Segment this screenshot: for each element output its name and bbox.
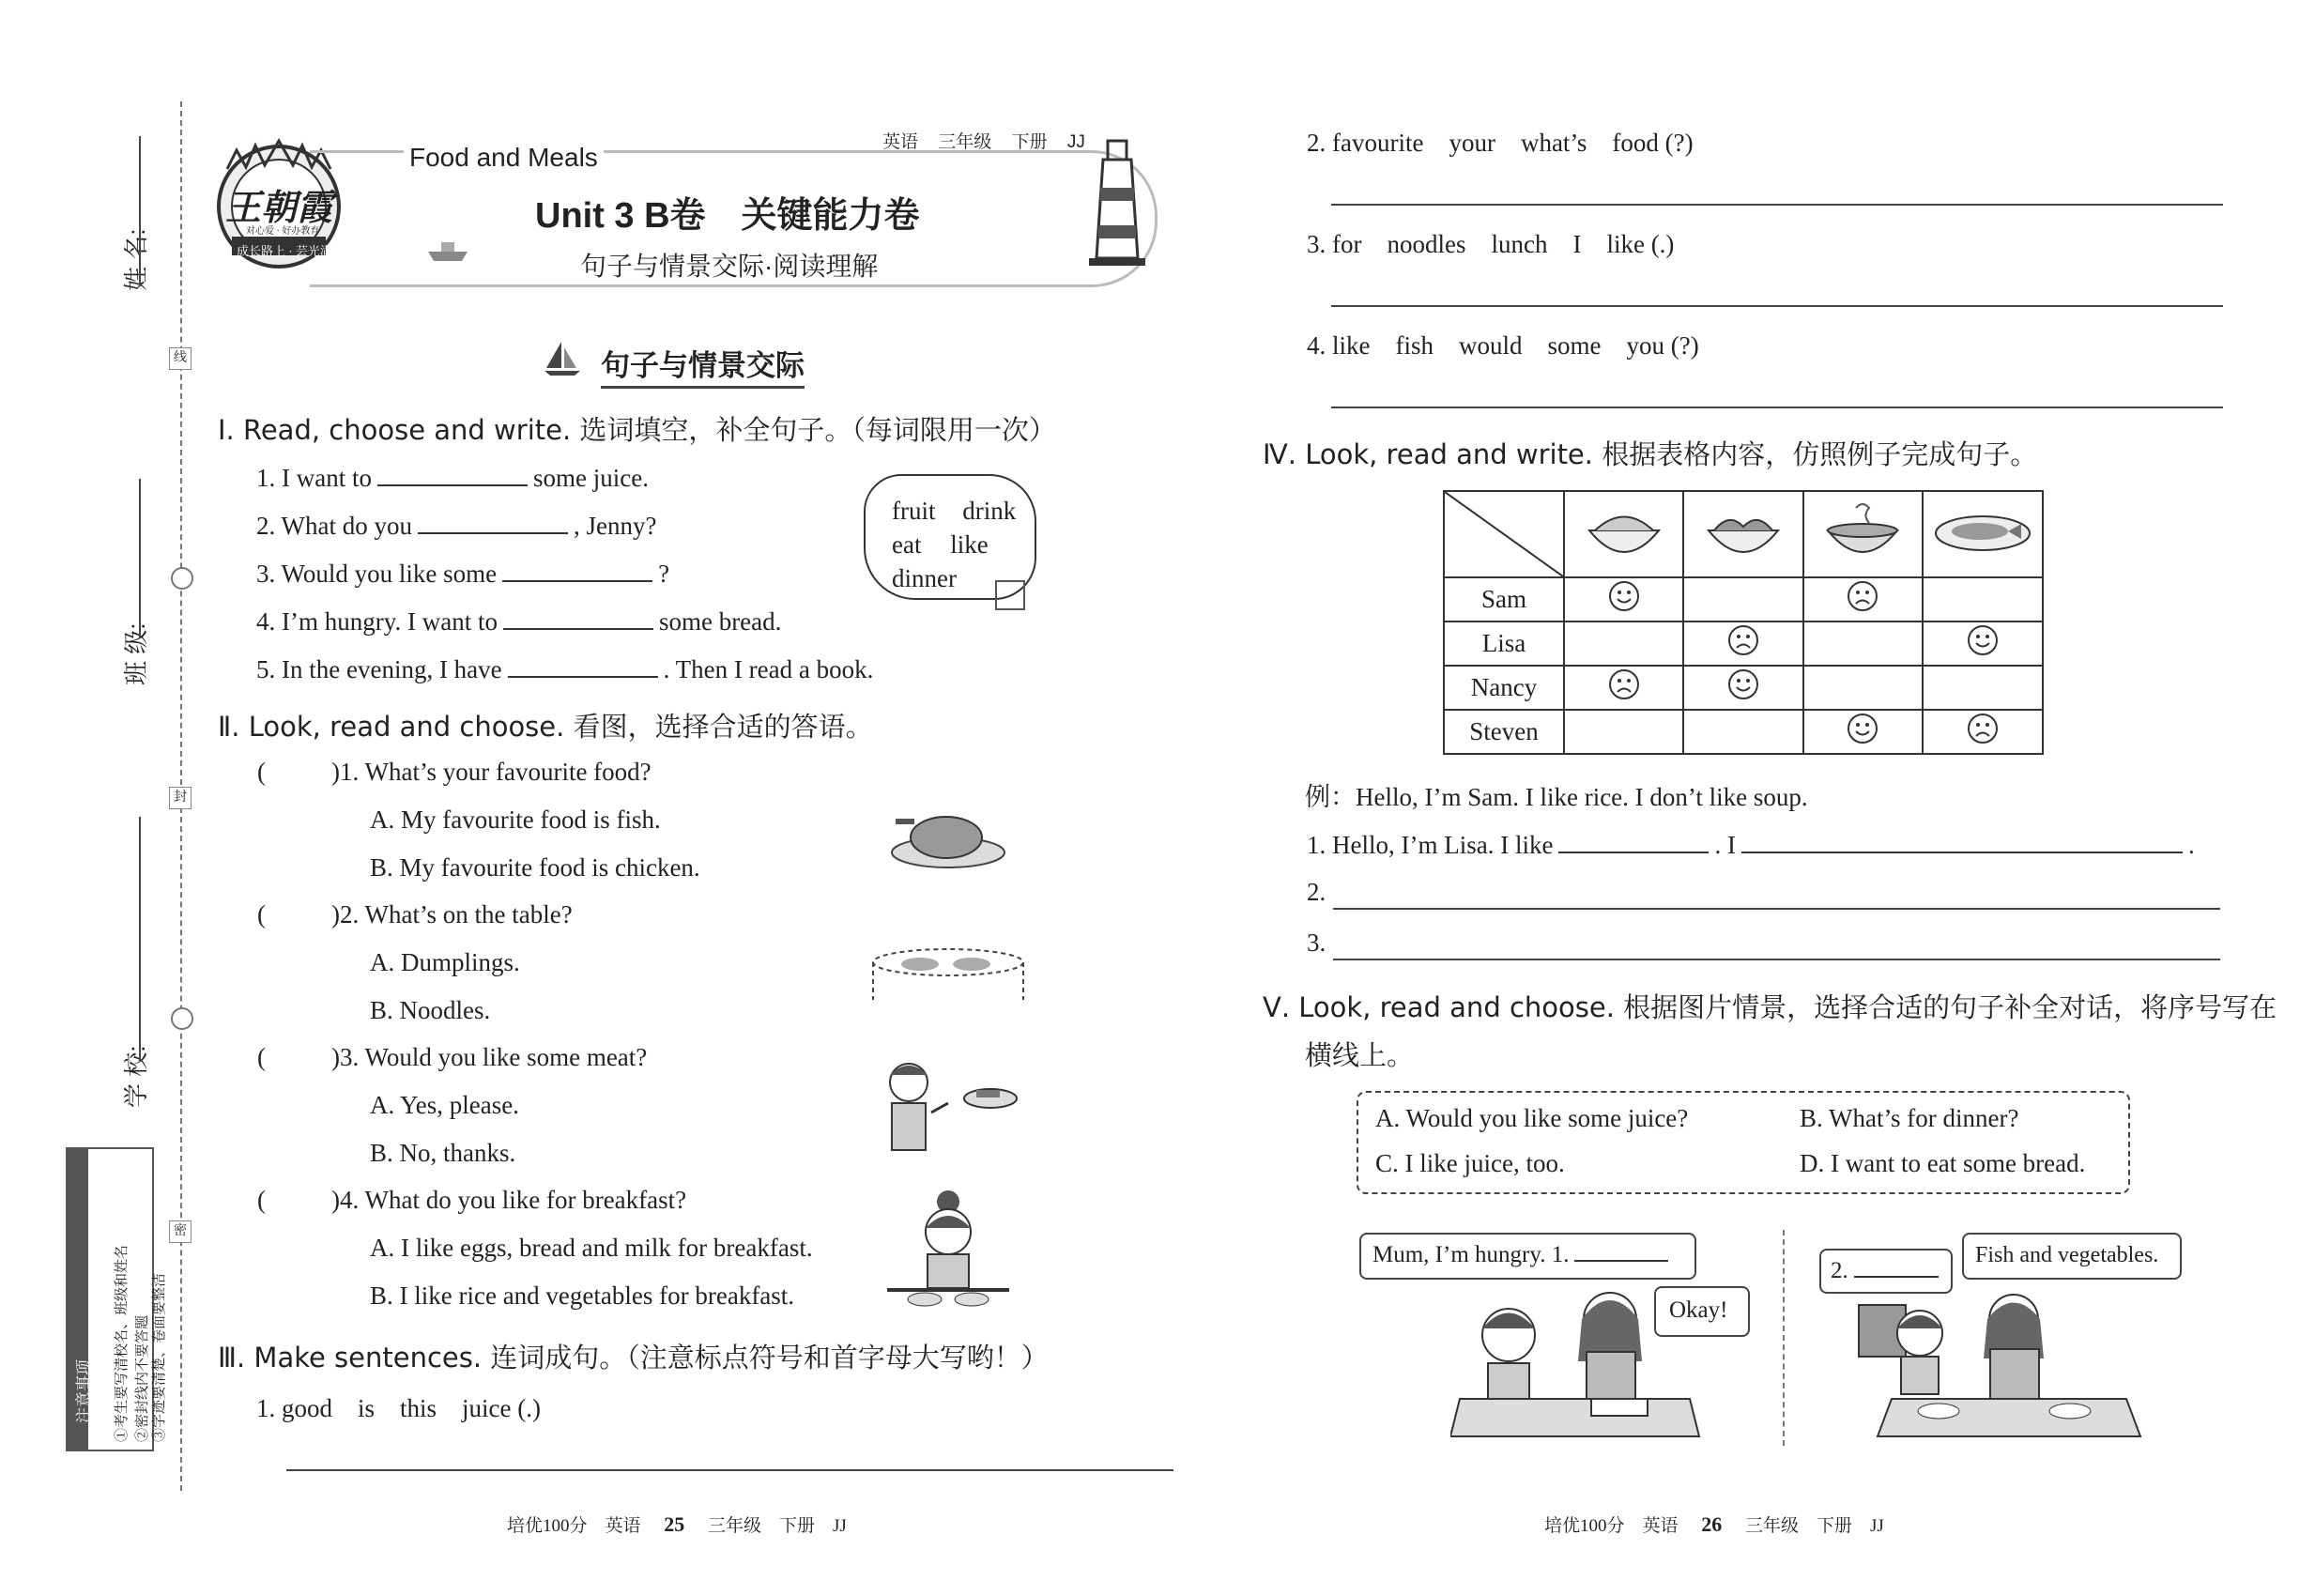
nancy-rice-face (1564, 666, 1683, 710)
steven-rice-face (1564, 710, 1683, 754)
q1-item-1: 1. I want to some juice. (256, 460, 649, 493)
brand-ribbon: 成长路上 · 芸光满天 (237, 244, 345, 258)
q3-item-2: 2. favourite your what’s food (?) (1307, 129, 1694, 157)
footer-right-series: 培优100分 英语 (1544, 1516, 1679, 1536)
q4-line-2-label: 2. (1307, 878, 1326, 906)
ship-icon (424, 235, 471, 263)
bubble-1-text: Mum, I’m hungry. 1. (1372, 1242, 1674, 1268)
bubble-3-text: 2. (1831, 1258, 1944, 1284)
q4-answer-line-2[interactable] (1333, 908, 2220, 910)
speech-bubble-1 (1359, 1233, 1696, 1280)
name-blank[interactable] (139, 136, 141, 286)
nancy-noodles-face (1683, 666, 1802, 710)
word-like: like (950, 530, 989, 559)
q1-item-3: 3. Would you like some ? (256, 556, 669, 589)
q3-answer-line-1[interactable] (286, 1469, 1173, 1471)
q5-option-c: C. I like juice, too. (1375, 1149, 1565, 1177)
nancy-soup-face (1803, 666, 1923, 710)
brand-name: 王朝霞 (225, 186, 333, 228)
q5-option-d: D. I want to eat some bread. (1800, 1149, 2086, 1177)
dialogue-blank-2[interactable] (1854, 1259, 1939, 1278)
seal-mark-3: 密 (169, 1220, 192, 1243)
section-title: 句子与情景交际 (601, 342, 805, 389)
footer-right-grade: 三年级 下册 JJ (1745, 1516, 1884, 1536)
binding-circle-1 (171, 567, 193, 590)
q3-item-4: 4. like fish would some you (?) (1307, 331, 1699, 360)
tag-subject: 英语 (882, 132, 919, 152)
word-dinner: dinner (892, 564, 957, 592)
sad-face-icon (1727, 624, 1759, 656)
happy-face-icon (1847, 713, 1878, 744)
subject-tags (882, 128, 1085, 153)
q2-4-option-b: B. I like rice and vegetables for breakfast. (370, 1281, 795, 1310)
noodles-bowl-icon (1683, 491, 1802, 577)
lisa-soup-face (1803, 622, 1923, 666)
sad-face-icon (1847, 580, 1878, 612)
binding-circle-2 (171, 1007, 193, 1030)
scene-divider (1783, 1230, 1785, 1446)
sad-face-icon (1608, 668, 1640, 700)
girl-breakfast-image (882, 1183, 1014, 1314)
tag-edition: JJ (1066, 132, 1085, 152)
lisa-rice-face (1564, 622, 1683, 666)
q1-item-2: 2. What do you , Jenny? (256, 508, 656, 541)
row-name-nancy: Nancy (1444, 666, 1564, 710)
q2-item-2: ( )2. What’s on the table? (257, 900, 573, 928)
footer-left-grade: 三年级 下册 JJ (708, 1516, 847, 1536)
class-blank[interactable] (139, 479, 141, 638)
q4-blank-1a[interactable] (1558, 827, 1709, 853)
dinner-table-scene-image (1854, 1291, 2164, 1446)
bubble-2-text: Okay! (1669, 1297, 1728, 1323)
soup-bowl-icon (1803, 491, 1923, 577)
q5-option-b: B. What’s for dinner? (1800, 1104, 2019, 1132)
sailboat-icon (543, 338, 582, 377)
q2-1-option-a: A. My favourite food is fish. (370, 806, 661, 834)
sam-rice-face (1564, 577, 1683, 622)
lighthouse-icon (1080, 131, 1155, 272)
q3-title: Ⅲ. Make sentences. 连词成句。（注意标点符号和首字母大写哟！） (218, 1342, 1049, 1373)
row-name-steven: Steven (1444, 710, 1564, 754)
q2-1-option-b: B. My favourite food is chicken. (370, 853, 700, 882)
q4-blank-1b[interactable] (1741, 827, 2183, 853)
sam-soup-face (1803, 577, 1923, 622)
fish-plate-icon (1923, 491, 2043, 577)
notice-item-1: ①考生要写清校名、班级和姓名 (115, 1244, 130, 1442)
name-label: 姓 名: (122, 228, 150, 291)
q1-blank-4[interactable] (503, 604, 653, 630)
q4-answer-line-3[interactable] (1333, 959, 2220, 960)
speech-bubble-3 (1819, 1249, 1953, 1294)
q5-option-a: A. Would you like some juice? (1375, 1104, 1689, 1132)
q3-answer-line-2[interactable] (1331, 204, 2223, 206)
q2-2-option-b: B. Noodles. (370, 996, 491, 1024)
q4-title: Ⅳ. Look, read and write. 根据表格内容，仿照例子完成句子。 (1263, 438, 2038, 470)
q2-item-3: ( )3. Would you like some meat? (257, 1043, 648, 1071)
sad-face-icon (1967, 713, 1999, 744)
footer-right (1544, 1512, 1884, 1537)
notice-box (66, 1147, 167, 1451)
happy-face-icon (1727, 668, 1759, 700)
q1-blank-5[interactable] (508, 652, 658, 678)
q3-answer-line-3[interactable] (1331, 305, 2223, 307)
q1-item-5: 5. In the evening, I have . Then I read a book. (256, 652, 873, 684)
lisa-fish-face (1923, 622, 2043, 666)
boy-and-mum-kitchen-image (1450, 1277, 1704, 1446)
sam-fish-face (1923, 577, 2043, 622)
notice-item-2: ②密封线内不要答题 (135, 1314, 150, 1442)
nancy-fish-face (1923, 666, 2043, 710)
q1-blank-2[interactable] (418, 508, 568, 534)
q2-item-4: ( )4. What do you like for breakfast? (257, 1186, 687, 1214)
bubble-4-text: Fish and vegetables. (1975, 1243, 2159, 1267)
q2-item-1: ( )1. What’s your favourite food? (257, 758, 652, 786)
roast-chicken-image (884, 798, 1006, 873)
notice-title: 注意事项 (75, 1359, 93, 1423)
word-drink: drink (962, 497, 1017, 525)
q1-item-4: 4. I’m hungry. I want to some bread. (256, 604, 781, 637)
school-blank[interactable] (139, 817, 141, 1061)
happy-face-icon (1608, 580, 1640, 612)
school-label: 学 校: (122, 1045, 150, 1108)
brand-sub: 对心爱 · 好办教育 (246, 226, 320, 237)
row-name-lisa: Lisa (1444, 622, 1564, 666)
steven-noodles-face (1683, 710, 1802, 754)
notice-item-3: ③字迹要清楚、卷面要整洁 (152, 1272, 167, 1442)
dialogue-blank-1[interactable] (1574, 1243, 1668, 1262)
q1-title: Ⅰ. Read, choose and write. 选词填空，补全句子。（每词限用一次） (218, 414, 1056, 446)
q2-2-option-a: A. Dumplings. (370, 948, 520, 976)
lisa-noodles-face (1683, 622, 1802, 666)
row-name-sam: Sam (1444, 577, 1564, 622)
boy-declining-meat-image (873, 1056, 1023, 1159)
q3-item-1: 1. good is this juice (.) (256, 1394, 541, 1422)
seal-mark-2: 封 (169, 787, 192, 809)
unit-title: Unit 3 B卷 关键能力卷 (535, 196, 920, 236)
word-eat: eat (892, 530, 922, 559)
q1-blank-1[interactable] (377, 460, 528, 486)
q4-line-3-label: 3. (1307, 928, 1326, 957)
tag-grade: 三年级 (938, 132, 992, 152)
dumplings-table-image (868, 944, 1028, 1009)
steven-soup-face (1803, 710, 1923, 754)
speech-bubble-4 (1962, 1233, 2182, 1280)
q5-options-box (1357, 1091, 2130, 1194)
q2-title: Ⅱ. Look, read and choose. 看图，选择合适的答语。 (218, 711, 873, 743)
q2-4-option-a: A. I like eggs, bread and milk for breakfast. (370, 1234, 813, 1262)
food-preference-table (1443, 490, 2044, 755)
tag-volume: 下册 (1011, 132, 1048, 152)
steven-fish-face (1923, 710, 2043, 754)
q5-title-line-2: 横线上。 (1305, 1039, 1415, 1071)
q2-3-option-b: B. No, thanks. (370, 1139, 516, 1167)
footer-left (507, 1512, 847, 1537)
footer-left-series: 培优100分 英语 (507, 1516, 641, 1536)
happy-face-icon (1967, 624, 1999, 656)
footer-right-page: 26 (1701, 1512, 1723, 1536)
word-fruit: fruit (892, 497, 936, 525)
q4-line-1: 1. Hello, I’m Lisa. I like . I . (1307, 827, 2195, 860)
q5-title-line-1: Ⅴ. Look, read and choose. 根据图片情景，选择合适的句子补全对话，将序号写在 (1263, 991, 2277, 1023)
q2-3-option-a: A. Yes, please. (370, 1091, 519, 1119)
unit-subtitle: 句子与情景交际·阅读理解 (573, 246, 885, 284)
q3-answer-line-4[interactable] (1331, 407, 2223, 408)
class-label: 班 级: (122, 622, 150, 685)
table-corner (1444, 491, 1564, 577)
seal-mark-1: 线 (169, 347, 192, 370)
footer-left-page: 25 (664, 1512, 685, 1536)
q1-blank-3[interactable] (502, 556, 652, 582)
sam-noodles-face (1683, 577, 1802, 622)
q3-item-3: 3. for noodles lunch I like (.) (1307, 230, 1675, 258)
gift-icon (995, 580, 1025, 610)
q4-example: 例：Hello, I’m Sam. I like rice. I don’t like soup. (1305, 783, 1808, 811)
rice-bowl-icon (1564, 491, 1683, 577)
unit-english: Food and Meals (404, 143, 604, 173)
